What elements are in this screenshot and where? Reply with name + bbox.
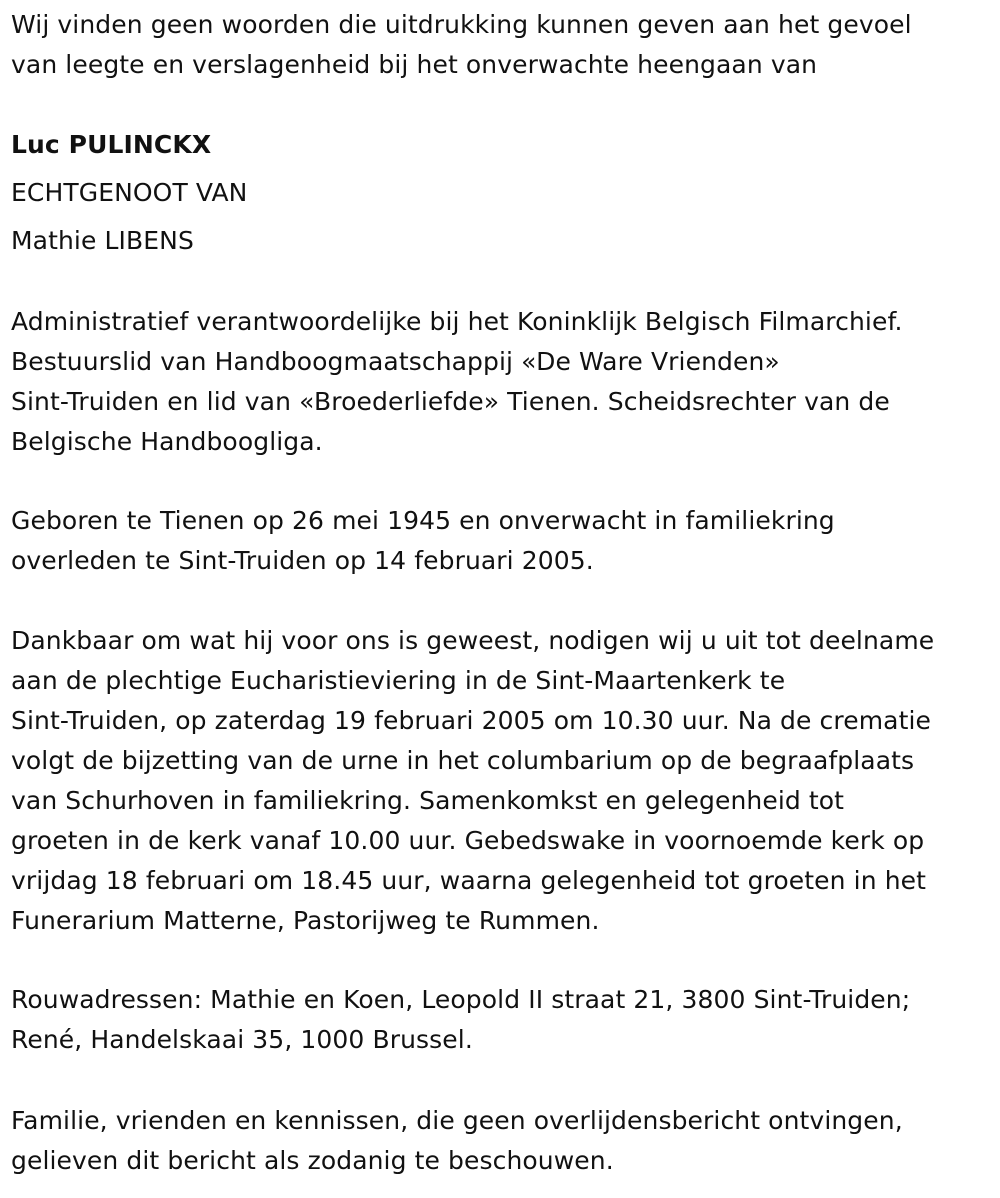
address-line: René, Handelskaai 35, 1000 Brussel. <box>11 1025 473 1054</box>
address-line: Rouwadressen: Mathie en Koen, Leopold II straat 21, 3800 Sint-Truiden; <box>11 985 911 1014</box>
ceremony-line: Funerarium Matterne, Pastorijweg te Rummen. <box>11 906 600 935</box>
closing-line: Familie, vrienden en kennissen, die geen overlijdensbericht ontvingen, <box>11 1106 903 1135</box>
spouse-label: ECHTGENOOT VAN <box>11 178 248 207</box>
ceremony-line: Dankbaar om wat hij voor ons is geweest, nodigen wij u uit tot deelname <box>11 626 935 655</box>
ceremony-line: groeten in de kerk vanaf 10.00 uur. Gebedswake in voornoemde kerk op <box>11 826 925 855</box>
intro-line: Wij vinden geen woorden die uitdrukking kunnen geven aan het gevoel <box>11 10 912 39</box>
ceremony-line: volgt de bijzetting van de urne in het columbarium op de begraafplaats <box>11 746 915 775</box>
intro-line: van leegte en verslagenheid bij het onverwachte heengaan van <box>11 50 818 79</box>
ceremony-line: aan de plechtige Eucharistieviering in de Sint-Maartenkerk te <box>11 666 786 695</box>
birth-death-line: Geboren te Tienen op 26 mei 1945 en onverwacht in familiekring <box>11 506 835 535</box>
career-line: Belgische Handboogliga. <box>11 427 323 456</box>
career-line: Administratief verantwoordelijke bij het Koninklijk Belgisch Filmarchief. <box>11 307 903 336</box>
career-line: Sint-Truiden en lid van «Broederliefde» Tienen. Scheidsrechter van de <box>11 387 890 416</box>
deceased-name: Luc PULINCKX <box>11 130 212 159</box>
ceremony-line: Sint-Truiden, op zaterdag 19 februari 2005 om 10.30 uur. Na de crematie <box>11 706 932 735</box>
career-line: Bestuurslid van Handboogmaatschappij «De Ware Vrienden» <box>11 347 780 376</box>
closing-line: gelieven dit bericht als zodanig te beschouwen. <box>11 1146 614 1175</box>
ceremony-line: van Schurhoven in familiekring. Samenkomkst en gelegenheid tot <box>11 786 845 815</box>
spouse-name: Mathie LIBENS <box>11 226 194 255</box>
birth-death-line: overleden te Sint-Truiden op 14 februari 2005. <box>11 546 594 575</box>
ceremony-line: vrijdag 18 februari om 18.45 uur, waarna gelegenheid tot groeten in het <box>11 866 927 895</box>
